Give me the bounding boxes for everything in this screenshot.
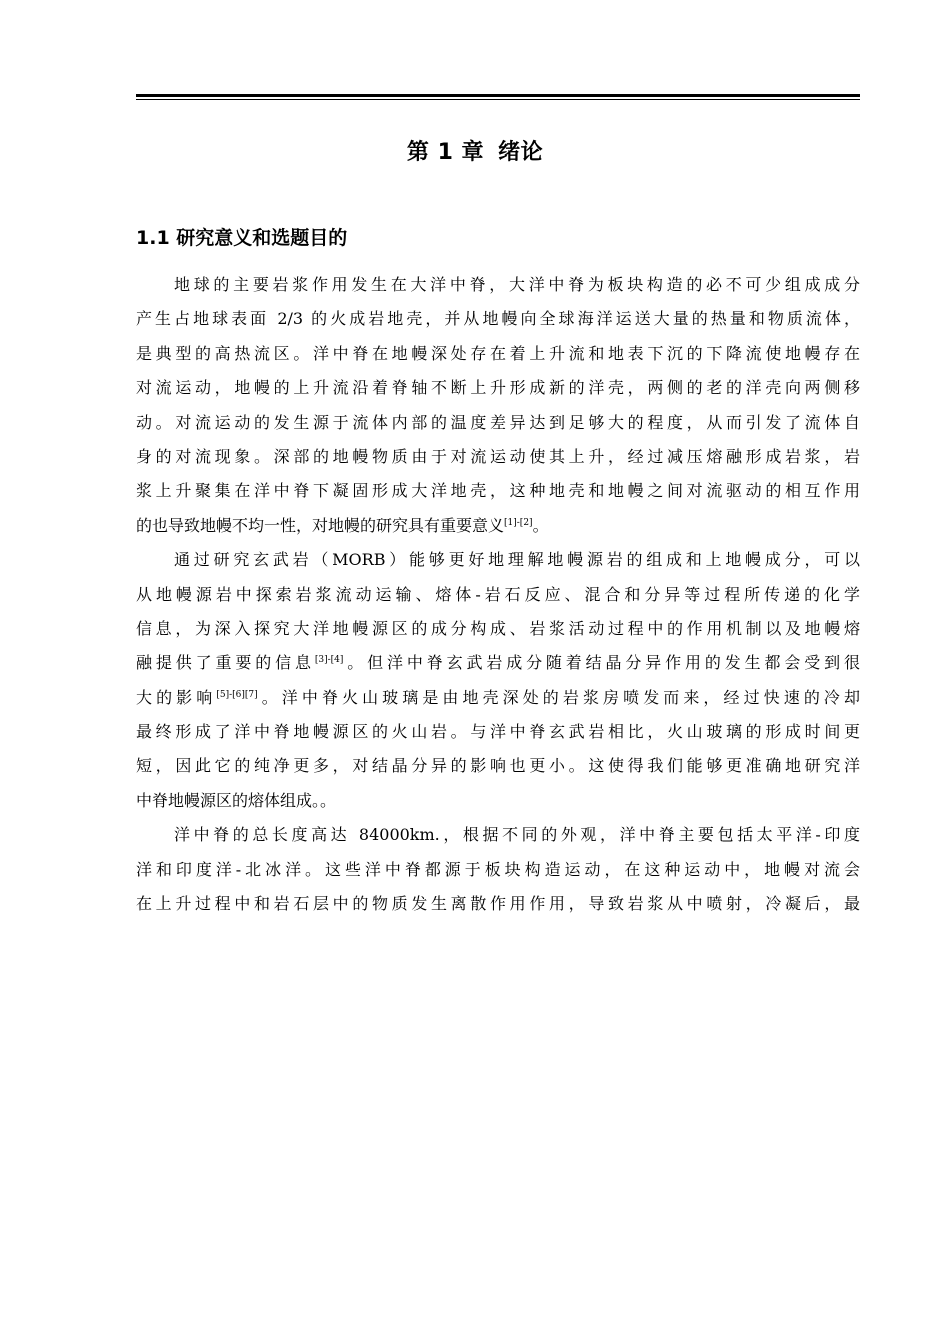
text-line: 通过研究玄武岩（MORB）能够更好地理解地幔源岩的组成和上地幔成分，可以 xyxy=(174,550,860,570)
body-text xyxy=(136,268,860,921)
header-rule-thick xyxy=(136,94,860,97)
text-line: 中脊地幔源区的熔体组成。。 xyxy=(136,790,337,810)
text-line: 短，因此它的纯净更多，对结晶分异的影响也更小。这使得我们能够更准确地研究洋 xyxy=(136,756,860,776)
text-segment: 。但洋中脊玄武岩成分随着结晶分异作用的发生都会受到很 xyxy=(343,653,860,673)
text-line: 洋中脊的总长度高达 84000km.，根据不同的外观，洋中脊主要包括太平洋-印度 xyxy=(174,825,860,845)
text-line: 在上升过程中和岩石层中的物质发生离散作用作用，导致岩浆从中喷射，冷凝后，最 xyxy=(136,894,860,914)
text-line xyxy=(136,681,860,715)
citation: [5]-[6][7] xyxy=(216,689,258,700)
citation: [3]-[4] xyxy=(314,655,344,666)
text-line: 对流运动，地幔的上升流沿着脊轴不断上升形成新的洋壳，两侧的老的洋壳向两侧移 xyxy=(136,378,860,398)
chapter-title xyxy=(0,138,950,168)
chapter-number: 第 1 章 xyxy=(406,140,485,165)
text-segment: 。洋中脊火山玻璃是由地壳深处的岩浆房喷发而来，经过快速的冷却 xyxy=(257,687,860,707)
text-line: 最终形成了洋中脊地幔源区的火山岩。与洋中脊玄武岩相比，火山玻璃的形成时间更 xyxy=(136,722,860,742)
text-line: 身的对流现象。深部的地幔物质由于对流运动使其上升，经过减压熔融形成岩浆，岩 xyxy=(136,446,860,466)
text-line: 产生占地球表面 2/3 的火成岩地壳，并从地幔向全球海洋运送大量的热量和物质流体， xyxy=(136,309,860,329)
text-line: 从地幔源岩中探索岩浆流动运输、熔体-岩石反应、混合和分异等过程所传递的化学 xyxy=(136,584,860,604)
text-line xyxy=(136,509,860,543)
paragraph-1 xyxy=(136,268,860,543)
text-line: 洋和印度洋-北冰洋。这些洋中脊都源于板块构造运动，在这种运动中，地幔对流会 xyxy=(136,859,860,879)
text-line: 地球的主要岩浆作用发生在大洋中脊，大洋中脊为板块构造的必不可少组成成分 xyxy=(174,275,860,294)
header-double-rule xyxy=(136,94,860,101)
text-line: 浆上升聚集在洋中脊下凝固形成大洋地壳，这种地壳和地幔之间对流驱动的相互作用 xyxy=(136,481,860,501)
text-line xyxy=(136,646,860,680)
citation: [1]-[2] xyxy=(504,517,533,528)
paragraph-2 xyxy=(136,543,860,818)
text-line: 动。对流运动的发生源于流体内部的温度差异达到足够大的程度，从而引发了流体自 xyxy=(136,412,860,432)
section-heading: 1.1 研究意义和选题目的 xyxy=(136,227,348,249)
text-segment: 融提供了重要的信息 xyxy=(136,653,315,673)
text-segment: 。 xyxy=(532,515,549,535)
text-segment: 的也导致地幔不均一性，对地幔的研究具有重要意义 xyxy=(136,515,505,535)
text-line: 是典型的高热流区。洋中脊在地幔深处存在着上升流和地表下沉的下降流使地幔存在 xyxy=(136,343,860,363)
paragraph-3 xyxy=(136,818,860,921)
text-line: 信息，为深入探究大洋地幔源区的成分构成、岩浆活动过程中的作用机制以及地幔熔 xyxy=(136,618,860,638)
header-rule-thin xyxy=(136,99,860,100)
chapter-name: 绪论 xyxy=(498,140,544,165)
text-segment: 大的影响 xyxy=(136,687,217,707)
